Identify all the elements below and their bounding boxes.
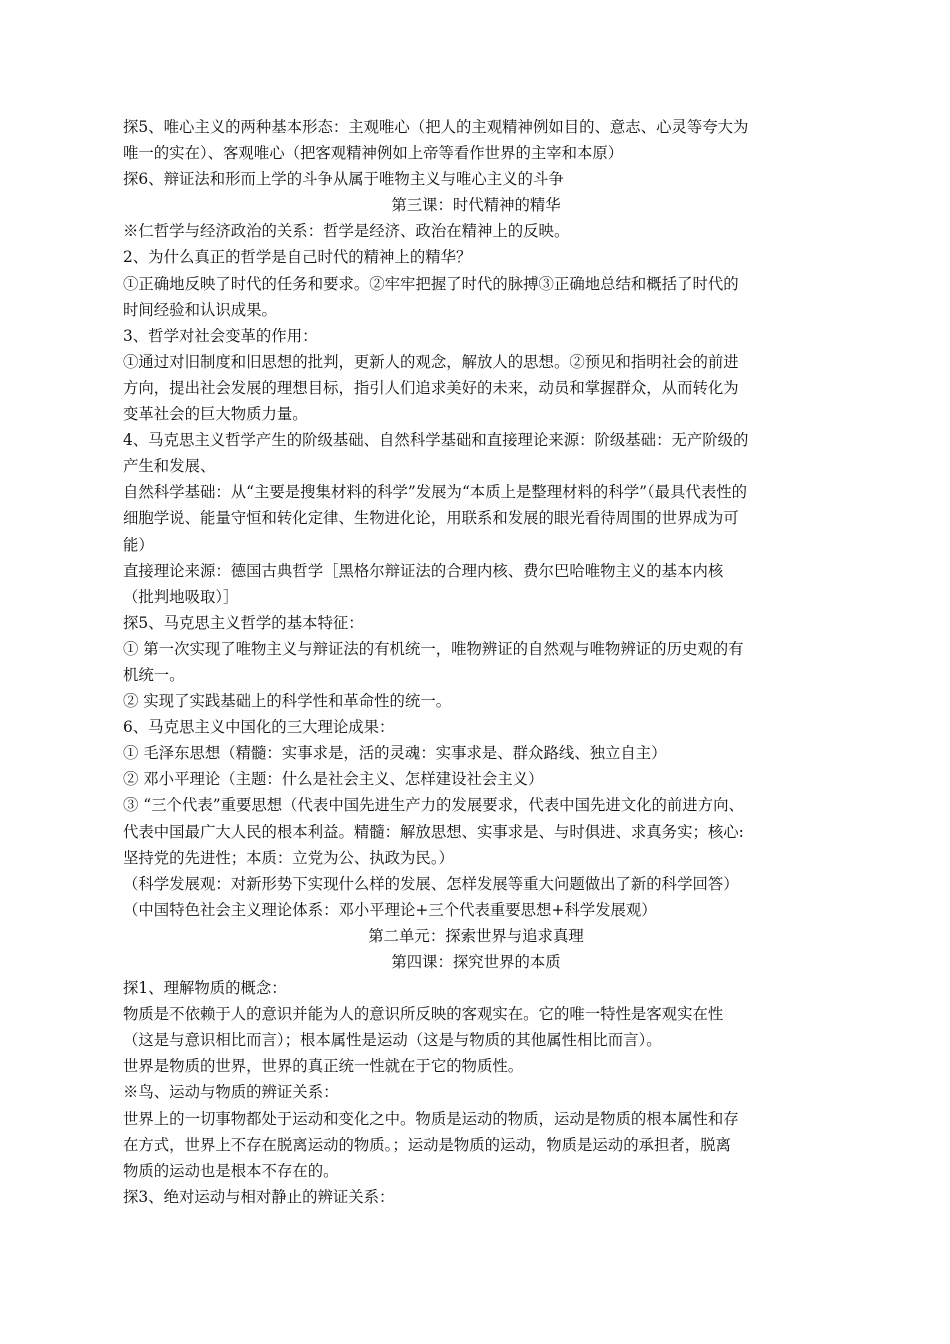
section-heading: 第二单元：探索世界与追求真理 — [368, 926, 584, 945]
text-line: 时间经验和认识成果。 — [123, 300, 277, 319]
text-line: 6、马克思主义中国化的三大理论成果： — [123, 718, 395, 737]
section-heading: 第三课：时代精神的精华 — [391, 196, 561, 215]
text-line: ①通过对旧制度和旧思想的批判，更新人的观念，解放人的思想。②预见和指明社会的前进 — [123, 352, 739, 371]
text-line: ① 毛泽东思想（精髓：实事求是，活的灵魂：实事求是、群众路线、独立自主） — [123, 744, 667, 763]
text-line: 探1、理解物质的概念： — [123, 979, 287, 998]
text-line: 代表中国最广大人民的根本利益。精髓：解放思想、实事求是、与时俱进、求真务实；核心: — [123, 822, 744, 841]
text-line: ② 实现了实践基础上的科学性和革命性的统一。 — [123, 692, 452, 711]
text-line: 变革社会的巨大物质力量。 — [123, 405, 308, 424]
text-line: 世界是物质的世界，世界的真正统一性就在于它的物质性。 — [123, 1057, 524, 1076]
document-page — [123, 114, 829, 1210]
text-line: 2、为什么真正的哲学是自己时代的精神上的精华？ — [123, 248, 472, 267]
text-line: ※鸟、运动与物质的辨证关系： — [123, 1083, 339, 1102]
text-line: 3、哲学对社会变革的作用： — [123, 326, 318, 345]
text-line: 探6、辩证法和形而上学的斗争从属于唯物主义与唯心主义的斗争 — [123, 170, 564, 189]
text-line: 细胞学说、能量守恒和转化定律、生物进化论，用联系和发展的眼光看待周围的世界成为可 — [123, 509, 739, 528]
text-line: 唯一的实在）、客观唯心（把客观精神例如上帝等看作世界的主宰和本原） — [123, 144, 624, 163]
text-line: 直接理论来源：德国古典哲学［黑格尔辩证法的合理内核、费尔巴哈唯物主义的基本内核 — [123, 561, 724, 580]
text-line: 探5、唯心主义的两种基本形态：主观唯心（把人的主观精神例如目的、意志、心灵等夸大为 — [123, 118, 749, 136]
text-line: ② 邓小平理论（主题：什么是社会主义、怎样建设社会主义） — [123, 770, 544, 789]
text-line: 探3、绝对运动与相对静止的辨证关系： — [123, 1187, 395, 1206]
text-line: （批判地吸取）］ — [123, 587, 239, 606]
text-line: 物质是不依赖于人的意识并能为人的意识所反映的客观实在。它的唯一特性是客观实在性 — [123, 1005, 724, 1024]
text-line: （这是与意识相比而言）；根本属性是运动（这是与物质的其他属性相比而言）。 — [123, 1031, 662, 1050]
text-line: 坚持党的先进性；本质：立党为公、执政为民。） — [123, 848, 454, 867]
text-line: 自然科学基础：从“主要是搜集材料的科学”发展为“本质上是整理材料的科学”（最具代表性的 — [123, 483, 748, 502]
text-line: 产生和发展、 — [123, 457, 216, 476]
text-line: 世界上的一切事物都处于运动和变化之中。物质是运动的物质，运动是物质的根本属性和存 — [123, 1109, 739, 1128]
text-line: 方向，提出社会发展的理想目标，指引人们追求美好的未来，动员和掌握群众，从而转化为 — [123, 378, 739, 397]
text-line: ① 第一次实现了唯物主义与辩证法的有机统一，唯物辨证的自然观与唯物辨证的历史观的有 — [123, 639, 744, 658]
text-line: ①正确地反映了时代的任务和要求。②牢牢把握了时代的脉搏③正确地总结和概括了时代的 — [123, 274, 739, 293]
section-heading: 第四课：探究世界的本质 — [391, 953, 561, 971]
text-line: 在方式，世界上不存在脱离运动的物质。；运动是物质的运动，物质是运动的承担者，脱离 — [123, 1135, 731, 1154]
text-line: 4、马克思主义哲学产生的阶级基础、自然科学基础和直接理论来源：阶级基础：无产阶级的 — [123, 431, 749, 450]
text-line: 物质的运动也是根本不存在的。 — [123, 1161, 339, 1180]
text-line: 探5、马克思主义哲学的基本特征： — [123, 613, 364, 632]
text-line: ※仁哲学与经济政治的关系：哲学是经济、政治在精神上的反映。 — [123, 222, 570, 241]
text-line: ③ “三个代表”重要思想（代表中国先进生产力的发展要求，代表中国先进文化的前进方向、 — [123, 796, 744, 815]
text-line: 能） — [123, 535, 154, 554]
text-line: （科学发展观：对新形势下实现什么样的发展、怎样发展等重大问题做出了新的科学回答） — [123, 874, 739, 893]
text-line: 机统一。 — [123, 665, 185, 684]
text-line: （中国特色社会主义理论体系：邓小平理论+三个代表重要思想+科学发展观） — [123, 900, 657, 919]
